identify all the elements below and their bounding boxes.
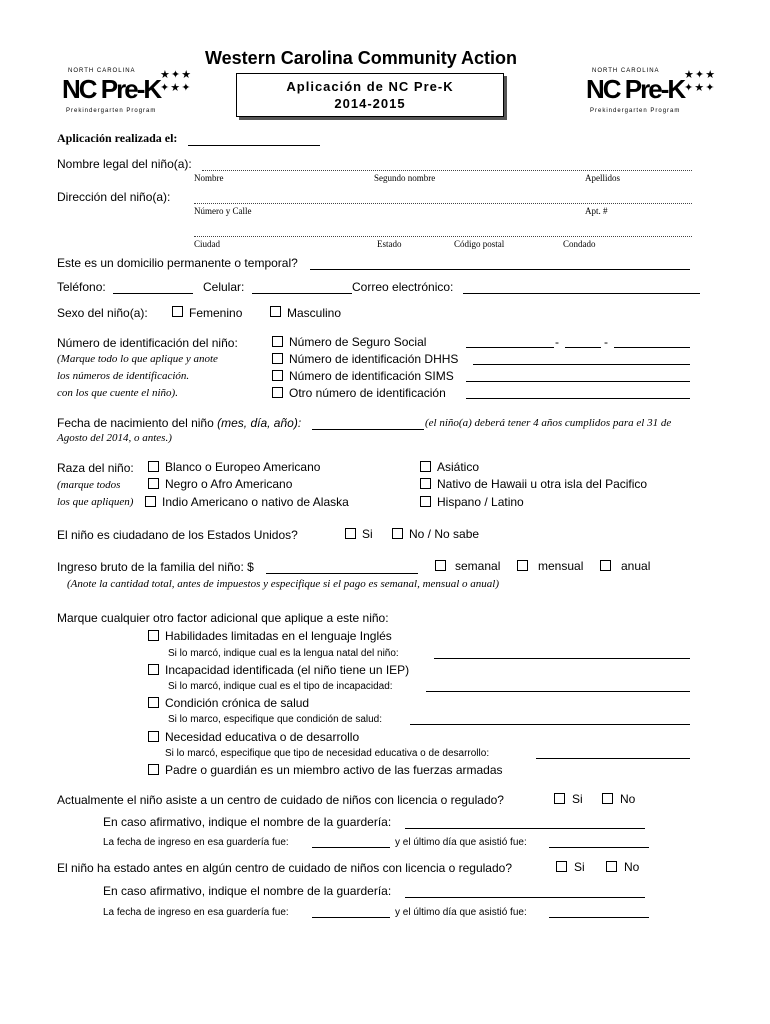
page-title: Western Carolina Community Action <box>205 48 518 68</box>
id-note-3: con los que cuente el niño). <box>57 387 178 399</box>
race-white-checkbox[interactable] <box>148 461 159 472</box>
street-caption: Número y Calle <box>194 206 252 216</box>
military-checkbox[interactable] <box>148 764 159 775</box>
street-field[interactable] <box>194 203 692 204</box>
past-childcare-start-field[interactable] <box>312 917 390 918</box>
birthdate-note-2: Agosto del 2014, o antes.) <box>57 432 172 444</box>
health-sub-field[interactable] <box>410 724 690 725</box>
id-note-2: los números de identificación. <box>57 370 190 382</box>
state-caption: Estado <box>377 239 402 249</box>
residence-type-label: Este es un domicilio permanente o temporal? <box>57 256 298 270</box>
race-native-checkbox[interactable] <box>145 496 156 507</box>
weekly-label: semanal <box>455 559 501 573</box>
cell-field[interactable] <box>252 293 352 294</box>
disability-sub-label: Si lo marcó, indique cual es el tipo de incapacidad: <box>168 681 393 692</box>
past-childcare-last-label: y el último día que asistió fue: <box>395 907 527 918</box>
past-childcare-last-field[interactable] <box>549 917 649 918</box>
education-checkbox[interactable] <box>148 731 159 742</box>
annual-label: anual <box>621 559 651 573</box>
current-childcare-start-label: La fecha de ingreso en esa guardería fue: <box>103 837 289 848</box>
citizen-yes-label: Si <box>362 527 373 541</box>
citizen-label: El niño es ciudadano de los Estados Unidos? <box>57 528 298 542</box>
monthly-label: mensual <box>538 559 584 573</box>
other-id-field[interactable] <box>466 398 690 399</box>
race-asian-checkbox[interactable] <box>420 461 431 472</box>
english-checkbox[interactable] <box>148 630 159 641</box>
ssn-field-2[interactable] <box>565 347 601 348</box>
id-number-label: Número de identificación del niño: <box>57 336 238 350</box>
monthly-checkbox[interactable] <box>517 560 528 571</box>
current-childcare-name-field[interactable] <box>405 828 645 829</box>
male-checkbox[interactable] <box>270 306 281 317</box>
citizen-yes-checkbox[interactable] <box>345 528 356 539</box>
birthdate-note-1: (el niño(a) deberá tener 4 años cumplidos para el 31 de <box>425 417 672 429</box>
citizen-no-checkbox[interactable] <box>392 528 403 539</box>
past-childcare-name-field[interactable] <box>405 897 645 898</box>
education-sub-field[interactable] <box>536 758 690 759</box>
ssn-label: Número de Seguro Social <box>289 335 427 349</box>
past-childcare-label: El niño ha estado antes en algún centro de cuidado de niños con licencia o regulado? <box>57 861 512 875</box>
disability-sub-field[interactable] <box>426 691 690 692</box>
child-name-label: Nombre legal del niño(a): <box>57 157 192 171</box>
other-id-checkbox[interactable] <box>272 387 283 398</box>
current-childcare-label: Actualmente el niño asiste a un centro de cuidado de niños con licencia o regulado? <box>57 793 504 807</box>
income-field[interactable] <box>266 573 418 574</box>
sims-field[interactable] <box>466 381 690 382</box>
health-label: Condición crónica de salud <box>165 696 310 710</box>
address-label: Dirección del niño(a): <box>57 190 171 204</box>
race-black-checkbox[interactable] <box>148 478 159 489</box>
health-checkbox[interactable] <box>148 697 159 708</box>
stars-icon: ★ ✦ ★ ✦ ★ ✦ <box>684 69 715 94</box>
application-title-box <box>236 73 504 117</box>
sims-checkbox[interactable] <box>272 370 283 381</box>
past-childcare-name-label: En caso afirmativo, indique el nombre de la guardería: <box>103 884 392 898</box>
male-label: Masculino <box>287 306 342 320</box>
apt-caption: Apt. # <box>585 206 608 216</box>
stars-icon: ★ ✦ ★ ✦ ★ ✦ <box>160 69 191 94</box>
income-note: (Anote la cantidad total, antes de impuestos y especifique si el pago es semanal, mensual o anual) <box>67 578 499 590</box>
current-childcare-last-field[interactable] <box>549 847 649 848</box>
factors-label: Marque cualquier otro factor adicional que aplique a este niño: <box>57 611 389 625</box>
id-note-1: (Marque todo lo que aplique y anote <box>57 353 218 365</box>
ssn-dash-1: - <box>555 335 559 349</box>
first-name-caption: Nombre <box>194 173 224 183</box>
last-name-caption: Apellidos <box>585 173 620 183</box>
past-childcare-yes-checkbox[interactable] <box>556 861 567 872</box>
nc-prek-logo-left: NORTH CAROLINA NC Pre-K Prekindergarten Program ★ ✦ ★ ✦ ★ ✦ <box>62 68 191 114</box>
current-childcare-yes-checkbox[interactable] <box>554 793 565 804</box>
income-label: Ingreso bruto de la familia del niño: $ <box>57 560 254 574</box>
dhhs-checkbox[interactable] <box>272 353 283 364</box>
education-sub-label: Si lo marcó, especifique que tipo de necesidad educativa o de desarrollo: <box>165 748 490 759</box>
city-state-field[interactable] <box>194 236 692 237</box>
current-childcare-no-label: No <box>620 792 636 806</box>
health-sub-label: Si lo marco, especifique que condición de salud: <box>168 714 383 725</box>
city-caption: Ciudad <box>194 239 220 249</box>
race-asian-label: Asiático <box>437 460 480 474</box>
disability-checkbox[interactable] <box>148 664 159 675</box>
application-date-label: Aplicación realizada el: <box>57 131 178 145</box>
ssn-field-1[interactable] <box>466 347 554 348</box>
past-childcare-start-label: La fecha de ingreso en esa guardería fue: <box>103 907 289 918</box>
application-title: Aplicación de NC Pre-K <box>286 79 454 94</box>
dhhs-field[interactable] <box>473 364 690 365</box>
race-pacific-checkbox[interactable] <box>420 478 431 489</box>
past-childcare-no-checkbox[interactable] <box>606 861 617 872</box>
past-childcare-yes-label: Si <box>574 860 585 874</box>
race-hispanic-label: Hispano / Latino <box>437 495 524 509</box>
current-childcare-yes-label: Si <box>572 792 583 806</box>
sex-label: Sexo del niño(a): <box>57 306 148 320</box>
phone-label: Teléfono: <box>57 280 106 294</box>
cell-label: Celular: <box>203 280 245 294</box>
residence-type-field[interactable] <box>310 269 690 270</box>
nc-prek-logo-right: NORTH CAROLINA NC Pre-K Prekindergarten Program ★ ✦ ★ ✦ ★ ✦ <box>586 68 715 114</box>
email-field[interactable] <box>463 293 700 294</box>
application-year: 2014-2015 <box>334 96 406 111</box>
disability-label: Incapacidad identificada (el niño tiene un IEP) <box>165 663 410 677</box>
application-date-field[interactable] <box>188 145 320 146</box>
zip-caption: Código postal <box>454 239 505 249</box>
birthdate-label: Fecha de nacimiento del niño (mes, día, año): <box>57 416 302 430</box>
citizen-no-label: No / No sabe <box>409 527 480 541</box>
current-childcare-start-field[interactable] <box>312 847 390 848</box>
county-caption: Condado <box>563 239 596 249</box>
female-label: Femenino <box>189 306 243 320</box>
education-label: Necesidad educativa o de desarrollo <box>165 730 360 744</box>
race-label: Raza del niño: <box>57 461 134 475</box>
female-checkbox[interactable] <box>172 306 183 317</box>
race-pacific-label: Nativo de Hawaii u otra isla del Pacifico <box>437 477 648 491</box>
child-name-field[interactable] <box>202 170 692 171</box>
english-sub-label: Si lo marcó, indique cual es la lengua natal del niño: <box>168 648 399 659</box>
race-white-label: Blanco o Europeo Americano <box>165 460 321 474</box>
current-childcare-last-label: y el último día que asistió fue: <box>395 837 527 848</box>
weekly-checkbox[interactable] <box>435 560 446 571</box>
phone-field[interactable] <box>113 293 193 294</box>
dhhs-label: Número de identificación DHHS <box>289 352 459 366</box>
race-note-1: (marque todos <box>57 479 121 491</box>
current-childcare-name-label: En caso afirmativo, indique el nombre de la guardería: <box>103 815 392 829</box>
birthdate-field[interactable] <box>312 429 424 430</box>
annual-checkbox[interactable] <box>600 560 611 571</box>
current-childcare-no-checkbox[interactable] <box>602 793 613 804</box>
ssn-checkbox[interactable] <box>272 336 283 347</box>
other-id-label: Otro número de identificación <box>289 386 446 400</box>
race-note-2: los que apliquen) <box>57 496 134 508</box>
middle-name-caption: Segundo nombre <box>374 173 436 183</box>
ssn-field-3[interactable] <box>614 347 690 348</box>
sims-label: Número de identificación SIMS <box>289 369 454 383</box>
military-label: Padre o guardián es un miembro activo de las fuerzas armadas <box>165 763 503 777</box>
ssn-dash-2: - <box>604 335 608 349</box>
race-black-label: Negro o Afro Americano <box>165 477 293 491</box>
race-hispanic-checkbox[interactable] <box>420 496 431 507</box>
email-label: Correo electrónico: <box>352 280 454 294</box>
race-native-label: Indio Americano o nativo de Alaska <box>162 495 349 509</box>
english-sub-field[interactable] <box>434 658 690 659</box>
english-label: Habilidades limitadas en el lenguaje Inglés <box>165 629 392 643</box>
past-childcare-no-label: No <box>624 860 640 874</box>
